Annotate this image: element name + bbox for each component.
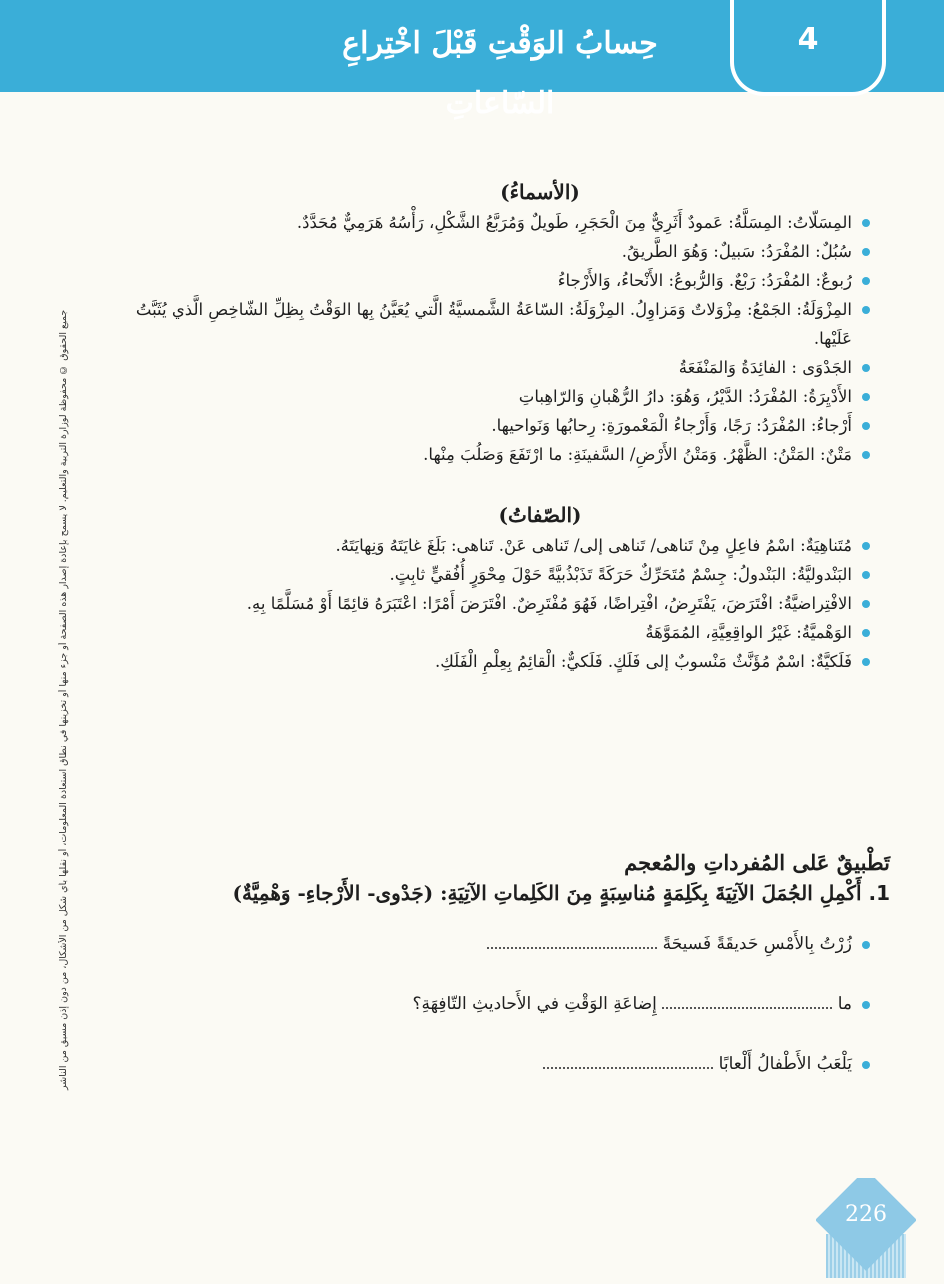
exercise-sentence <box>100 989 870 1019</box>
nouns-list <box>100 208 890 469</box>
sentence-text: ما <box>837 994 852 1014</box>
page-number-badge <box>816 1178 916 1278</box>
fill-blank[interactable] <box>543 1051 713 1069</box>
fill-blank[interactable] <box>662 991 832 1009</box>
exercise-sentences <box>100 929 890 1079</box>
noun-item: مَتْنٌ: المَتْنُ: الظَّهْرُ. وَمَتْنُ الأَرْضِ/ السَّفينَةِ: ما ارْتَفَعَ وَصَلُبَ مِنْها. <box>100 440 870 469</box>
copyright-notice: جميع الحقوق © محفوظة لوزارة التربية والتعليم. لا يسمح بإعادة إصدار هذه الصفحة أو جزء منها أو تخزينها في نطاق استعادة المعلومات، أو نقلها بأي شكل من الأشكال، من دون إذن مسبق من الناشر <box>58 309 69 1091</box>
noun-item: رُبوعٌ: المُفْرَدُ: رَبْعٌ. وَالرُّبوعُ: الأَنْحاءُ، وَالأَرْجاءُ <box>100 266 870 295</box>
page-number: 226 <box>845 1202 887 1227</box>
noun-item: الجَدْوَى : الفائِدَةُ وَالمَنْفَعَةُ <box>100 353 870 382</box>
lesson-title: حِسابُ الوَقْتِ قَبْلَ اخْتِراعِ السّاعاتِ <box>342 26 658 121</box>
sentence-text: يَلْعَبُ الأَطْفالُ أَلْعابًا <box>718 1054 852 1074</box>
noun-item: المِزْوَلَةُ: الجَمْعُ: مِزْوَلاتٌ وَمَزاوِلُ. المِزْوَلَةُ: السّاعَةُ الشَّمسيَّةُ الَّتي يُعَيَّنُ بِها الوَقْتُ بِظِلِّ الشّاخِصِ الَّذي يُثَبَّتُ عَلَيْها. <box>100 295 870 353</box>
exercise-sentence <box>100 1049 870 1079</box>
exercise-number: 1. <box>868 881 890 905</box>
fill-blank[interactable] <box>487 931 657 949</box>
adjective-item: الافْتِراضيَّةُ: افْتَرَضَ، يَفْتَرِضُ، افْتِراضًا، فَهُوَ مُفْتَرِضٌ. افْتَرَضَ أَمْرًا: اعْتَبَرَهُ قائِمًا أَوْ مُسَلَّمًا بِهِ. <box>100 589 870 618</box>
adjectives-heading: (الصّفاتُ) <box>498 503 582 527</box>
adjectives-list <box>100 531 890 676</box>
adjective-item: فَلَكيَّةٌ: اسْمٌ مُؤَنَّثٌ مَنْسوبٌ إلى فَلَكٍ. فَلَكيٌّ: الْقائِمُ بِعِلْمِ الْفَلَكِ. <box>100 647 870 676</box>
exercise-title <box>100 881 890 905</box>
noun-item: سُبُلٌ: المُفْرَدُ: سَبيلٌ: وَهُوَ الطَّريقُ. <box>100 237 870 266</box>
chapter-number: 4 <box>797 22 819 57</box>
practice-title: تَطْبيقٌ عَلى المُفرداتِ والمُعجم <box>624 850 890 875</box>
adjective-item: مُتَناهِيَةٌ: اسْمُ فاعِلٍ مِنْ تَناهى/ تَناهى إلى/ تَناهى عَنْ. تَناهى: بَلَغَ غايَتَهُ وَنِهايَتَهُ. <box>100 531 870 560</box>
noun-item: المِسَلّاتُ: المِسَلَّةُ: عَمودٌ أَثَرِيٌّ مِنَ الْحَجَرِ، طَويلٌ وَمُرَبَّعُ الشَّكْلِ، رَأْسُهُ هَرَمِيٌّ مُحَدَّدٌ. <box>100 208 870 237</box>
noun-item: أَرْجاءُ: المُفْرَدُ: رَجًا، وَأَرْجاءُ الْمَعْمورَةِ: رِحابُها وَنَواحيها. <box>100 411 870 440</box>
vocabulary-section <box>100 180 890 676</box>
adjective-item: الوَهْميَّةُ: غَيْرُ الواقِعِيَّةِ، المُمَوَّهَةُ <box>100 618 870 647</box>
adjective-item: البَنْدوليَّةُ: البَنْدولُ: جِسْمٌ مُتَحَرِّكٌ حَرَكَةً تَذَبْذُبيَّةً حَوْلَ مِحْوَرٍ أُفُقيٍّ ثابِتٍ. <box>100 560 870 589</box>
noun-item: الأَدْيِرَةُ: المُفْرَدُ: الدَّيْرُ، وَهُوَ: دارُ الرُّهْبانِ وَالرّاهِباتِ <box>100 382 870 411</box>
sentence-text: زُرْتُ بِالأَمْسِ حَديقَةً فَسيحَةً <box>662 934 852 954</box>
nouns-heading: (الأسماءُ) <box>500 180 580 204</box>
sentence-text: إِضاعَةِ الوَقْتِ في الأَحاديثِ التّافِهَةِ؟ <box>412 994 657 1014</box>
exercise-sentence <box>100 929 870 959</box>
practice-section <box>100 850 890 1109</box>
chapter-tab <box>730 0 886 96</box>
exercise-instruction: أَكْمِلِ الجُمَلَ الآتِيَةَ بِكَلِمَةٍ مُناسِبَةٍ مِنَ الكَلِماتِ الآتِيَةِ: (جَدْوى- الأَرْجاءِ- وَهْمِيَّةٌ) <box>232 881 862 905</box>
